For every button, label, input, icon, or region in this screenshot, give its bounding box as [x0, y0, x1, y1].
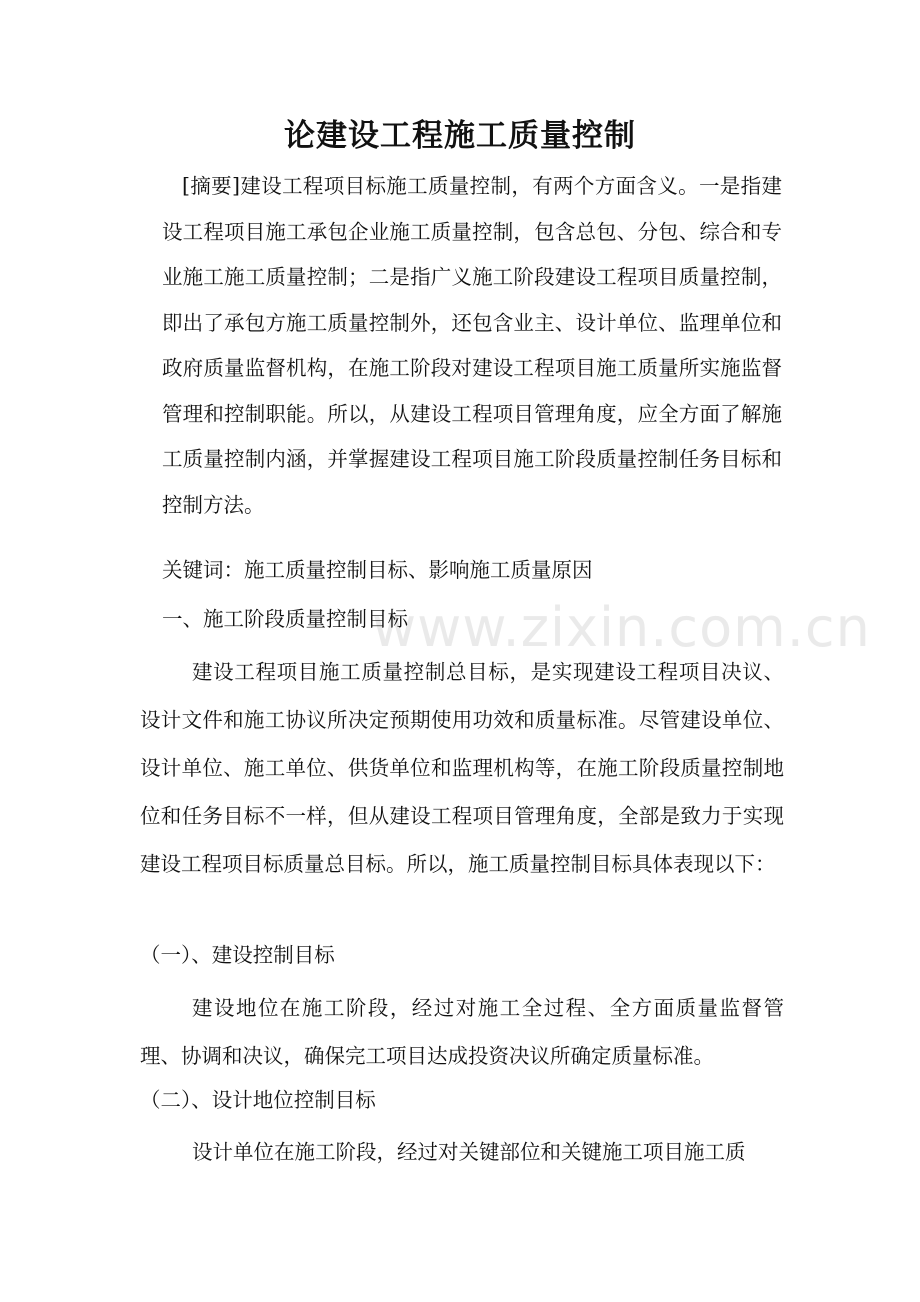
subsection-heading-1: （一）、建设控制目标	[140, 943, 335, 967]
keywords-line: 关键词：施工质量控制目标、影响施工质量原因	[162, 558, 593, 582]
subsection-heading-2: （二）、设计地位控制目标	[140, 1088, 376, 1112]
document-title: 论建设工程施工质量控制	[284, 118, 636, 154]
abstract-paragraph: [摘要]建设工程项目标施工质量控制，有两个方面含义。一是指建设工程项目施工承包企业施工质量控制，包含总包、分包、综合和专业施工施工质量控制；二是指广义施工阶段建设工程项目质量控制，即出了承包方施工质量控制外，还包含业主、设计单位、监理单位和政府质量监督机构，在施工阶段对建设工程项目施工质量所实施监督管理和控制职能。所以，从建设工程项目管理角度，应全方面了解施工质量控制内涵，并掌握建设工程项目施工阶段质量控制任务目标和控制方法。	[162, 174, 782, 517]
watermark: www.zixin.com.cn	[372, 596, 871, 659]
subsection-1-paragraph: 建设地位在施工阶段，经过对施工全过程、全方面质量监督管理、协调和决议，确保完工项目达成投资决议所确定质量标准。	[140, 996, 784, 1068]
section-1-paragraph: 建设工程项目施工质量控制总目标，是实现建设工程项目决议、设计文件和施工协议所决定预期使用功效和质量标准。尽管建设单位、设计单位、施工单位、供货单位和监理机构等，在施工阶段质量控制地位和任务目标不一样，但从建设工程项目管理角度，全部是致力于实现建设工程项目标质量总目标。所以，施工质量控制目标具体表现以下：	[140, 660, 784, 876]
subsection-2-paragraph: 设计单位在施工阶段，经过对关键部位和关键施工项目施工质	[192, 1140, 746, 1164]
section-heading-1: 一、施工阶段质量控制目标	[162, 607, 408, 631]
